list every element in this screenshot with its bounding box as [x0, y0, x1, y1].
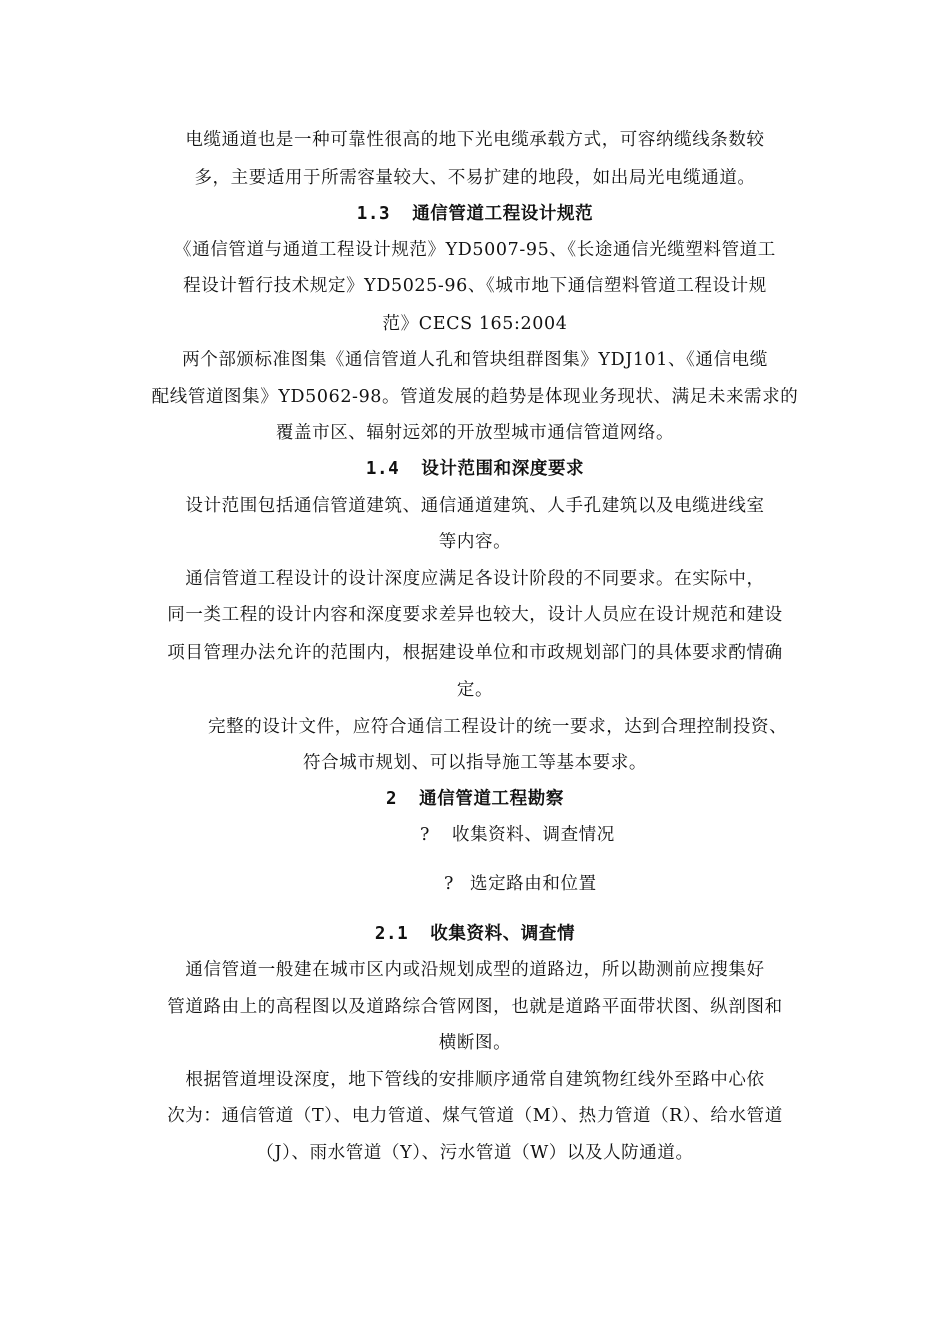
bullet-item-2	[444, 872, 844, 896]
section-heading-1-4	[0, 457, 950, 481]
section-heading-2-1	[0, 922, 950, 946]
paragraph-5-line-3: 项目管理办法允许的范围内，根据建设单位和市政规划部门的具体要求酌情确	[167, 643, 783, 663]
section-title: 通信管道工程设计规范	[412, 204, 594, 224]
paragraph-3-line-3: 覆盖市区、辐射远郊的开放型城市通信管道网络。	[275, 423, 675, 443]
paragraph-3-line-1: 两个部颁标准图集《通信管道人孔和管块组群图集》YDJ101、《通信电缆	[182, 350, 768, 370]
bullet-marker: ?	[420, 825, 430, 845]
paragraph-3-line-2: 配线管道图集》YD5062-98。管道发展的趋势是体现业务现状、满足未来需求的	[151, 387, 799, 407]
paragraph-5-line-4: 定。	[456, 680, 494, 700]
paragraph-2-line-3: 范》CECS 165:2004	[382, 314, 568, 334]
paragraph-8-line-1: 根据管道埋设深度，地下管线的安排顺序通常自建筑物红线外至路中心依	[185, 1070, 765, 1090]
section-title: 设计范围和深度要求	[421, 459, 585, 479]
section-title: 收集资料、调查情	[430, 924, 576, 944]
paragraph-4-line-1: 设计范围包括通信管道建筑、通信通道建筑、人手孔建筑以及电缆进线室	[185, 496, 765, 516]
paragraph-7-line-1: 通信管道一般建在城市区内或沿规划成型的道路边，所以勘测前应搜集好	[185, 960, 765, 980]
paragraph-7-line-2: 管道路由上的高程图以及道路综合管网图，也就是道路平面带状图、纵剖图和	[167, 997, 783, 1017]
bullet-item-1	[420, 823, 820, 847]
section-number: 2	[386, 789, 398, 809]
section-number: 1.3	[356, 204, 391, 224]
bullet-text: 选定路由和位置	[469, 874, 597, 894]
paragraph-2-line-1: 《通信管道与通道工程设计规范》YD5007-95、《长途通信光缆塑料管道工	[174, 240, 776, 260]
paragraph-8-line-3: （J）、雨水管道（Y）、污水管道（W）以及人防通道。	[256, 1143, 694, 1163]
section-heading-2	[0, 787, 950, 811]
paragraph-8-line-2: 次为：通信管道（T）、电力管道、煤气管道（M）、热力管道（R）、给水管道	[167, 1106, 783, 1126]
section-number: 1.4	[365, 459, 400, 479]
paragraph-7-line-3: 横断图。	[438, 1033, 512, 1053]
paragraph-2-line-2: 程设计暂行技术规定》YD5025-96、《城市地下通信塑料管道工程设计规	[183, 276, 767, 296]
bullet-marker: ?	[444, 874, 454, 894]
paragraph-6-line-2: 符合城市规划、可以指导施工等基本要求。	[303, 753, 647, 773]
paragraph-6-line-1: 完整的设计文件，应符合通信工程设计的统一要求，达到合理控制投资、	[208, 717, 788, 737]
bullet-text: 收集资料、调查情况	[451, 825, 615, 845]
section-number: 2.1	[374, 924, 409, 944]
paragraph-1-line-1: 电缆通道也是一种可靠性很高的地下光电缆承载方式，可容纳缆线条数较	[185, 130, 765, 150]
paragraph-5-line-1: 通信管道工程设计的设计深度应满足各设计阶段的不同要求。在实际中，	[185, 569, 765, 589]
paragraph-5-line-2: 同一类工程的设计内容和深度要求差异也较大，设计人员应在设计规范和建设	[167, 605, 783, 625]
paragraph-4-line-2: 等内容。	[438, 532, 512, 552]
section-heading-1-3	[0, 202, 950, 226]
paragraph-1-line-2: 多，主要适用于所需容量较大、不易扩建的地段，如出局光电缆通道。	[194, 168, 756, 188]
section-title: 通信管道工程勘察	[419, 789, 564, 809]
